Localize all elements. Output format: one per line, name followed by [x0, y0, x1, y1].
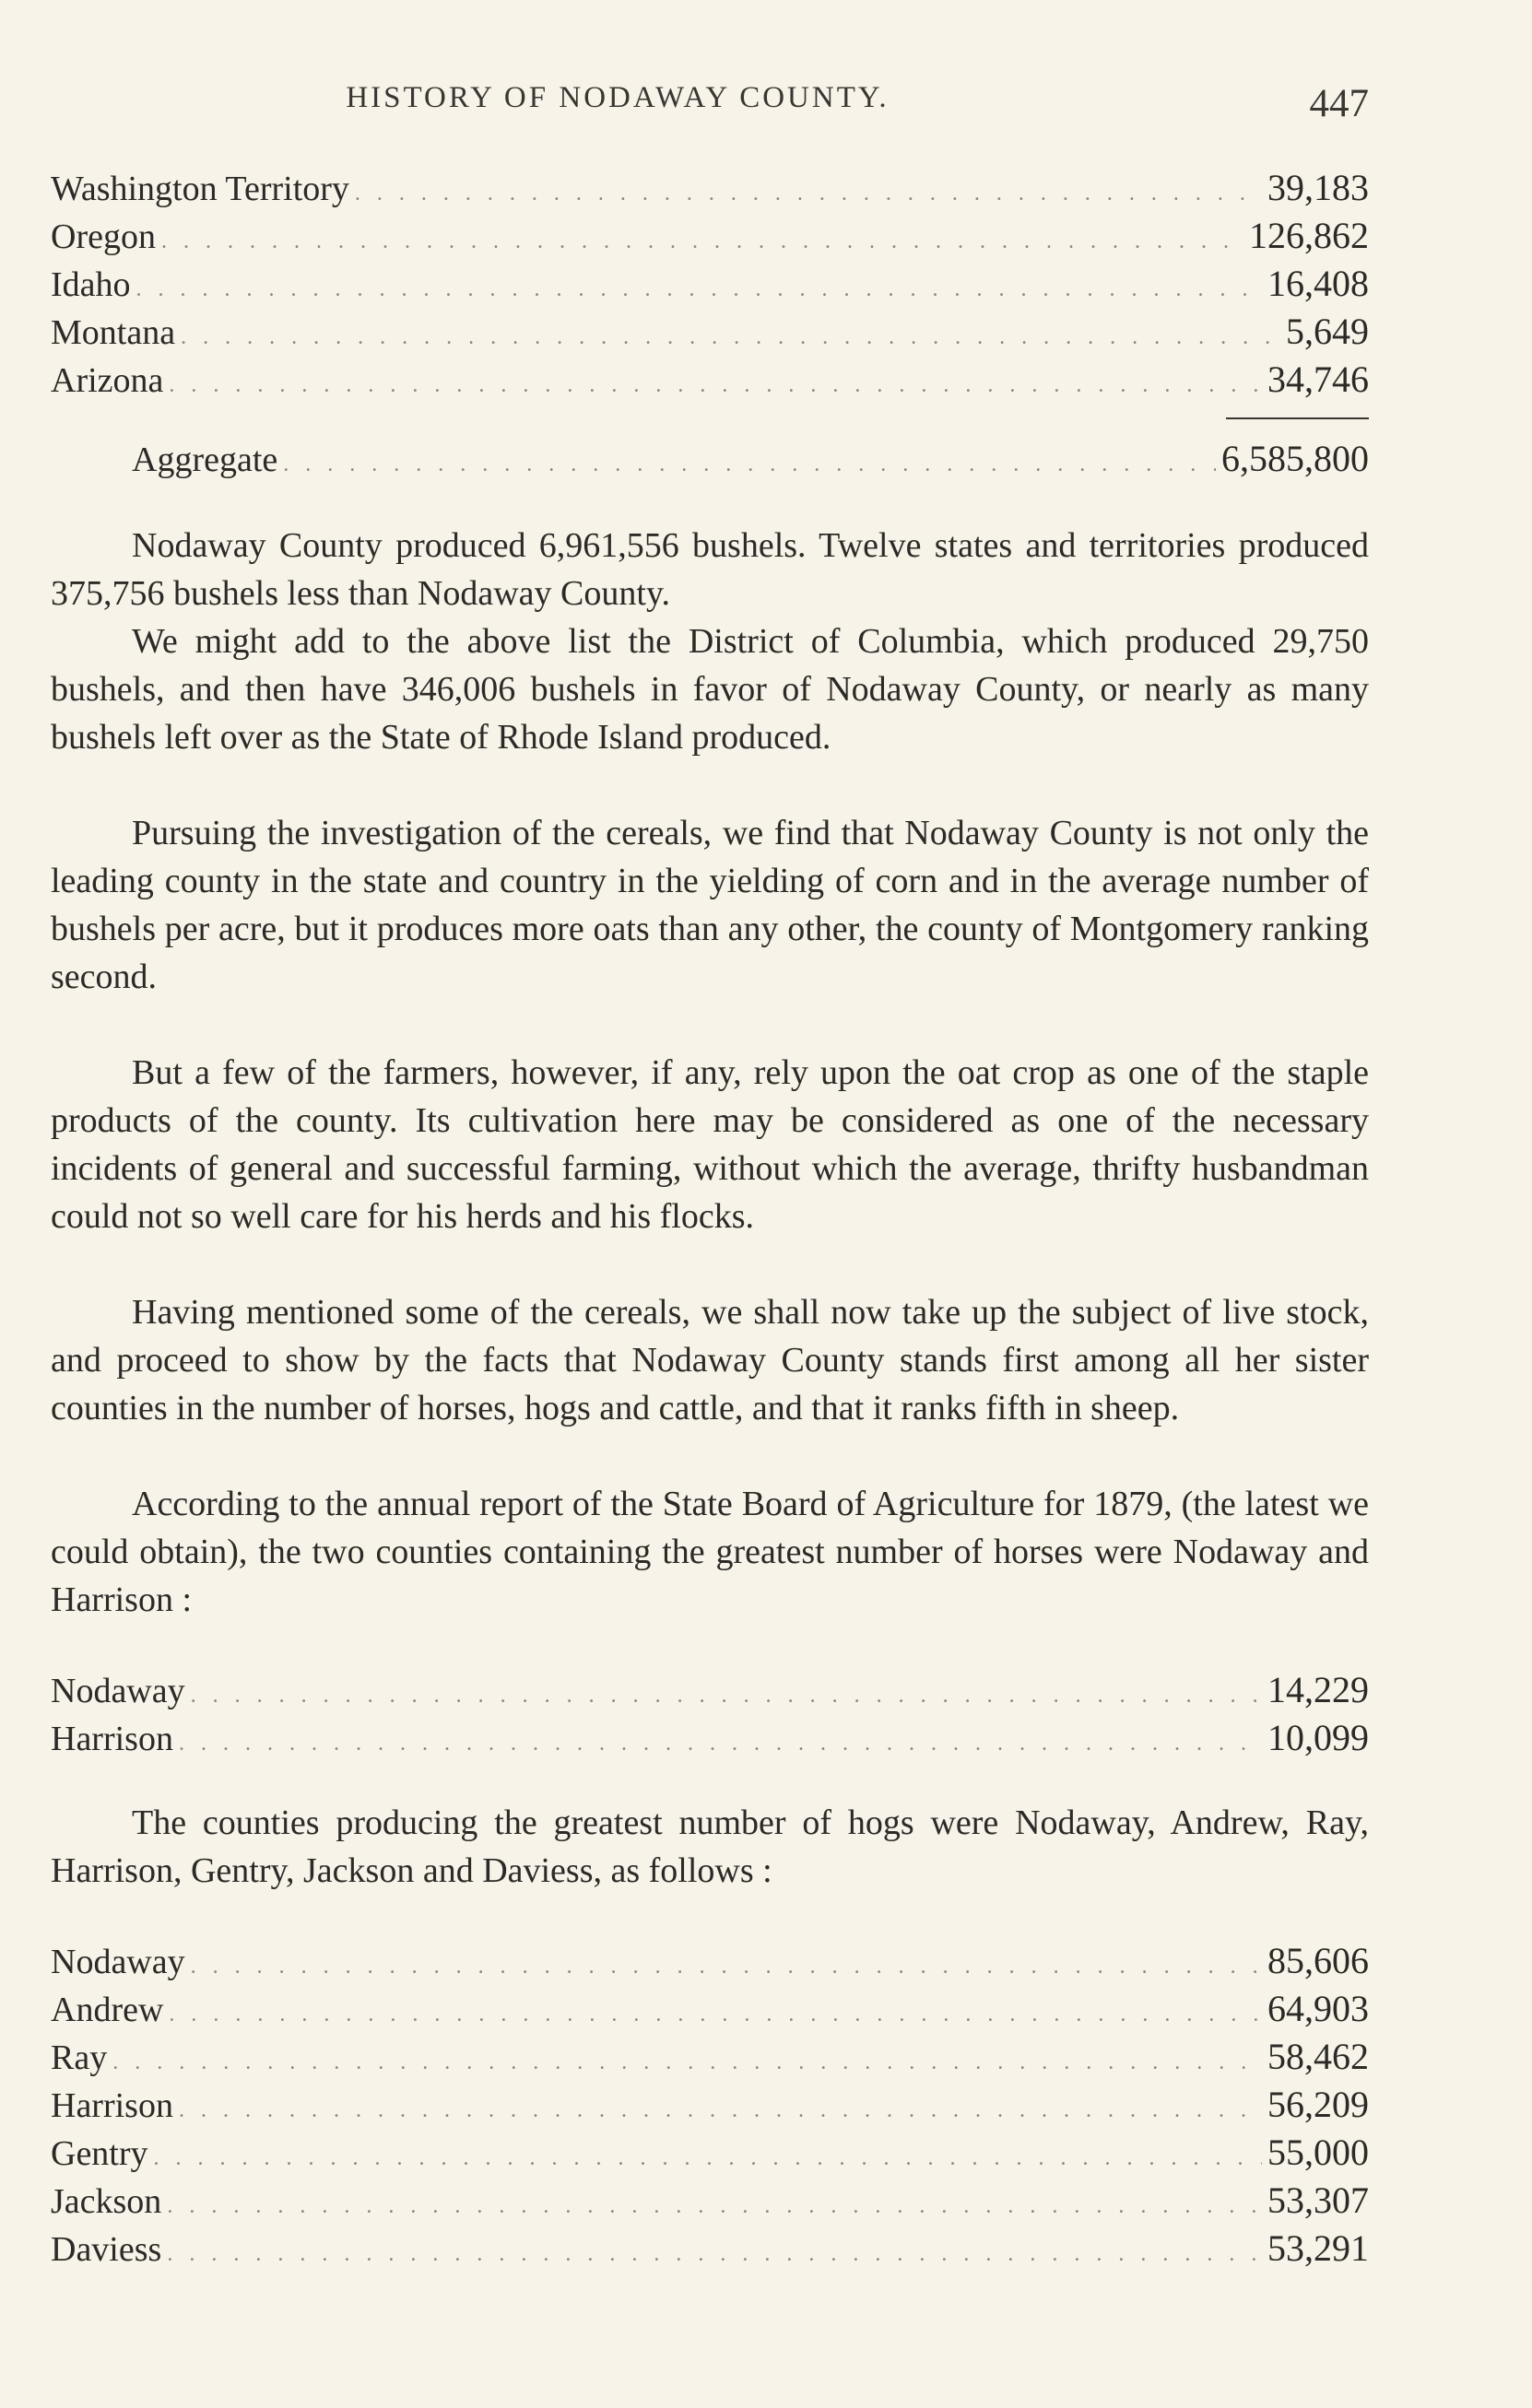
- aggregate-table: [51, 435, 1369, 483]
- horses-table: [51, 1666, 1369, 1762]
- table-row: [51, 356, 1369, 404]
- table-row: [51, 2225, 1369, 2273]
- dot-leader: [191, 1943, 1262, 1991]
- dot-leader: [181, 313, 1280, 361]
- row-label: Nodaway: [51, 1672, 185, 1710]
- row-label: Harrison: [51, 1720, 173, 1758]
- row-value: 55,000: [1267, 2132, 1369, 2173]
- row-value: 5,649: [1286, 311, 1369, 352]
- row-label: Ray: [51, 2038, 108, 2077]
- table-row: [51, 2081, 1369, 2129]
- dot-leader: [355, 170, 1262, 217]
- row-value: 16,408: [1267, 263, 1369, 304]
- table-row: [51, 1666, 1369, 1714]
- dot-leader: [154, 2134, 1262, 2182]
- row-label: Idaho: [51, 265, 131, 304]
- paragraph: According to the annual report of the State Board of Agriculture for 1879, (the latest we could obtain), the two counties containing the greatest number of horses were Nodaway and Harrison :: [51, 1485, 1369, 1619]
- dot-leader: [112, 2038, 1262, 2086]
- aggregate-label: Aggregate: [132, 440, 278, 479]
- table-row: [51, 260, 1369, 308]
- table-row: [51, 2129, 1369, 2177]
- page-number: 447: [1309, 82, 1369, 125]
- row-value: 14,229: [1267, 1669, 1369, 1710]
- dot-leader: [179, 2086, 1262, 2134]
- table-row: [51, 164, 1369, 212]
- row-value: 53,291: [1267, 2227, 1369, 2269]
- row-label: Gentry: [51, 2134, 148, 2173]
- row-value: 53,307: [1267, 2179, 1369, 2221]
- row-label: Arizona: [51, 361, 164, 400]
- row-value: 126,862: [1249, 215, 1369, 256]
- row-value: 85,606: [1267, 1940, 1369, 1981]
- book-page: [51, 0, 1369, 2408]
- row-label: Montana: [51, 313, 176, 352]
- row-value: 34,746: [1267, 358, 1369, 400]
- row-label: Washington Territory: [51, 170, 349, 208]
- dot-leader: [191, 1672, 1262, 1720]
- row-value: 64,903: [1267, 1988, 1369, 2029]
- row-label: Nodaway: [51, 1943, 185, 1981]
- dot-leader: [169, 1991, 1262, 2038]
- dot-leader: [167, 2230, 1262, 2278]
- table-row: [51, 2033, 1369, 2081]
- row-label: Oregon: [51, 217, 156, 256]
- paragraph: Pursuing the investigation of the cereals, we find that Nodaway County is not only the leading county in the state and country in the yielding of corn and in the average number of bushels per acre, but it produces more oats than any other, the county of Montgomery ranking second.: [51, 814, 1369, 996]
- row-value: 58,462: [1267, 2036, 1369, 2077]
- row-label: Daviess: [51, 2230, 162, 2269]
- table-row: [51, 1985, 1369, 2033]
- territories-table: [51, 164, 1369, 404]
- dot-leader: [167, 2182, 1262, 2230]
- dot-leader: [169, 361, 1262, 409]
- dot-leader: [179, 1720, 1262, 1768]
- table-row: [51, 2177, 1369, 2225]
- hogs-table: [51, 1937, 1369, 2273]
- dot-leader: [136, 265, 1262, 313]
- dot-leader: [161, 217, 1243, 265]
- hogs-intro-paragraph: The counties producing the greatest number of hogs were Nodaway, Andrew, Ray, Harrison, Gentry, Jackson and Daviess, as follows :: [51, 1803, 1369, 1890]
- sum-rule: [1226, 417, 1369, 419]
- row-label: Andrew: [51, 1991, 164, 2029]
- paragraph: Having mentioned some of the cereals, we shall now take up the subject of live stock, and proceed to show by the facts that Nodaway County stands first among all her sister counties in the number of horses, hogs and cattle, and that it ranks fifth in sheep.: [51, 1293, 1369, 1427]
- paragraph: We might add to the above list the District of Columbia, which produced 29,750 bushels, and then have 346,006 bushels in favor of Nodaway County, or nearly as many bushels left over as the State of Rhode Island produced.: [51, 622, 1369, 757]
- row-value: 10,099: [1267, 1717, 1369, 1758]
- paragraph: Nodaway County produced 6,961,556 bushels. Twelve states and territories produced 375,756 bushels less than Nodaway County.: [51, 526, 1369, 613]
- aggregate-row: [51, 435, 1369, 483]
- table-row: [51, 308, 1369, 356]
- paragraph: But a few of the farmers, however, if any, rely upon the oat crop as one of the staple products of the county. Its cultivation here may be considered as one of the necessary incidents of general and successful farming, without which the average, thrifty husbandman could not so well care for his herds and his flocks.: [51, 1053, 1369, 1236]
- row-value: 56,209: [1267, 2084, 1369, 2125]
- table-row: [51, 212, 1369, 260]
- table-row: [51, 1714, 1369, 1762]
- running-header: [51, 81, 1369, 136]
- dot-leader: [283, 440, 1216, 488]
- row-label: Jackson: [51, 2182, 162, 2221]
- header-title: HISTORY OF NODAWAY COUNTY.: [346, 81, 890, 114]
- row-label: Harrison: [51, 2086, 173, 2125]
- aggregate-value: 6,585,800: [1221, 438, 1369, 479]
- table-row: [51, 1937, 1369, 1985]
- row-value: 39,183: [1267, 167, 1369, 208]
